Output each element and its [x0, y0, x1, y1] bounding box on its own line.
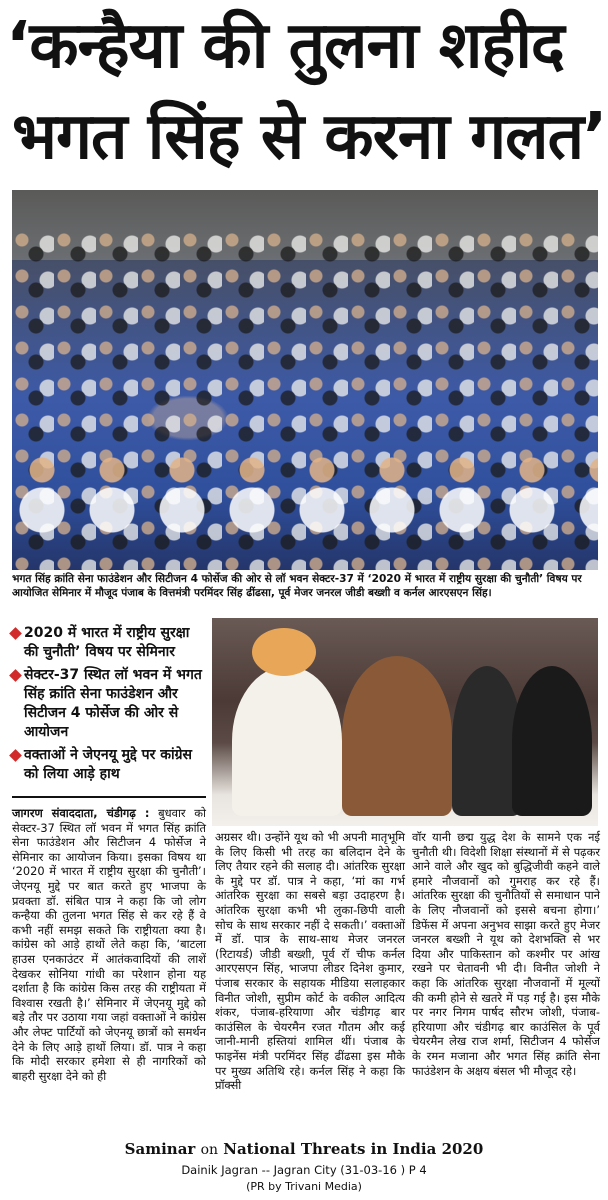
audience-photo [12, 190, 598, 570]
footer-topic: National Threats in India 2020 [223, 1140, 484, 1158]
dais-photo [212, 618, 598, 826]
highlight-bullets [10, 624, 208, 788]
footer-credit: (PR by Trivani Media) [246, 1180, 362, 1193]
photo-person [232, 666, 342, 816]
photo-person [342, 656, 452, 816]
column-rule [12, 796, 206, 798]
article-column-2: अग्रसर थी। उन्होंने यूथ को भी अपनी मातृभूमि के लिए किसी भी तरह का बलिदान देने के लिए तैयार रहने की सलाह दी। आंतरिक सुरक्षा के मुद्दे पर डॉ. पात्र ने कहा, ‘मां का गर्भ आंतरिक सुरक्षा का सबसे बड़ा उदाहरण है। आंतरिक सुरक्षा कभी भी लुका-छिपी वाली सोच के साथ सरकार नहीं दे सकती।’ वक्ताओं में डॉ. पात्र के साथ-साथ मेजर जनरल (रिटायर्ड) जीडी बख्शी, पूर्व रॉ चीफ कर्नल आरएसएन सिंह, भाजपा लीडर दिनेश कुमार, पंजाब सरकार के सहायक मीडिया सलाहकार विनीत जोशी, सुप्रीम कोर्ट के वकील आदित्य शंकर, पंजाब-हरियाणा और चंडीगढ़ बार काउंसिल के चेयरमैन रजत गौतम और कई जानी-मानी हस्तियां शामिल थीं। पंजाब के फाइनेंस मंत्री परमिंदर सिंह ढींढसा इस मौके पर मुख्य अतिथि रहे। कर्नल सिंह ने कहा कि प्रॉक्सी [215, 830, 405, 1093]
headline-line-1: ‘कन्हैया की तुलना शहीद [6, 9, 564, 83]
article-column-1 [12, 806, 206, 1083]
article-text-1: बुधवार को सेक्टर-37 स्थित लॉ भवन में भगत सिंह क्रांति सेना फाउंडेशन और सिटीजन 4 फोर्सेज ने सेमिनार का आयोजन किया। इसका विषय था ‘2020 में भारत में राष्ट्रीय सुरक्षा की चुनौती’। जेएनयू मुद्दे पर बात करते हुए भाजपा के प्रवक्ता डॉ. संबित पात्र ने कहा कि जो लोग कन्हैया की तुलना भगत सिंह से कर रहे हैं वे कभी नहीं समझ सकते कि राष्ट्रीयता क्या है। कांग्रेस को आड़े हाथों लेते कहा कि, ‘बाटला हाउस एनकाउंटर में आतंकवादियों की लाशें देखकर सोनिया गांधी का परेशान होना यह दर्शाता है कि कांग्रेस किस तरह की राष्ट्रीयता में विश्वास रखती है।’ सेमिनार में जेएनयू मुद्दे को बड़े तौर पर उठाया गया जहां वक्ताओं ने कांग्रेस और लेफ्ट पार्टियों को जेएनयू छात्रों को समर्थन देने के लिए आड़े हाथों लिया। डॉ. पात्र ने कहा कि मोदी सरकार हमेशा से ही नागरिकों को बाहरी सुरक्षा देने को ही [12, 806, 206, 1083]
headline [6, 4, 607, 188]
photo-caption: भगत सिंह क्रांति सेना फाउंडेशन और सिटीजन 4 फोर्सेज की ओर से लॉ भवन सेक्टर-37 में ‘2020 में भारत में राष्ट्रीय सुरक्षा की चुनौती’ विषय पर आयोजित सेमिनार में मौजूद पंजाब के वित्तमंत्री परमिंदर सिंह ढींढसा, पूर्व मेजर जनरल जीडी बख्शी व कर्नल आरएसएन सिंह। [12, 573, 582, 599]
photo-person [512, 666, 592, 816]
photo-turban [252, 628, 316, 676]
byline: जागरण संवाददाता, चंडीगढ़ : [12, 806, 150, 820]
photo-front-row [12, 450, 598, 570]
headline-line-2: भगत सिंह से करना गलत’ [12, 100, 607, 174]
article-column-3: वॉर यानी छद्म युद्ध देश के सामने एक नई चुनौती थी। विदेशी शिक्षा संस्थानों में से पढ़कर आने वाले और खुद को बुद्धिजीवी कहने वाले हमारे नौजवानों को गुमराह कर रहे हैं। आंतरिक सुरक्षा की चुनौतियों से समाधान पाने के लिए नौजवानों को इससे बचना होगा।’ डिफेंस में अपना अनुभव साझा करते हुए मेजर जनरल बख्शी ने यूथ को देशभक्ति से भर दिया और पाकिस्तान को कश्मीर पर आंख रखने पर चेतावनी भी दी। विनीत जोशी ने कहा कि आंतरिक सुरक्षा नौजवानों में मूल्यों की कमी होने से खतरे में पड़ गई है। इस मौके पर नगर निगम पार्षद सौरभ जोशी, पंजाब-हरियाणा और चंडीगढ़ बार काउंसिल के पूर्व चेयरमैन लेख राज शर्मा, सिटीजन 4 फोर्सेज के रमन मजाना और भगत सिंह क्रांति सेना फाउंडेशन के अक्षय बंसल भी मौजूद रहे। [412, 830, 600, 1078]
bullet-item: वक्ताओं ने जेएनयू मुद्दे पर कांग्रेस को लिया आड़े हाथ [10, 746, 208, 784]
footer-seminar: Saminar [124, 1140, 196, 1158]
bullet-item: सेक्टर-37 स्थित लॉ भवन में भगत सिंह क्रांति सेना फाउंडेशन और सिटीजन 4 फोर्सेज की ओर से आयोजन [10, 666, 208, 742]
bullet-item: 2020 में भारत में राष्ट्रीय सुरक्षा की चुनौती’ विषय पर सेमिनार [10, 624, 208, 662]
footer-title [0, 1140, 608, 1158]
footer-source: Dainik Jagran -- Jagran City (31-03-16 ) P 4 [181, 1163, 427, 1177]
footer-on: on [200, 1142, 219, 1158]
